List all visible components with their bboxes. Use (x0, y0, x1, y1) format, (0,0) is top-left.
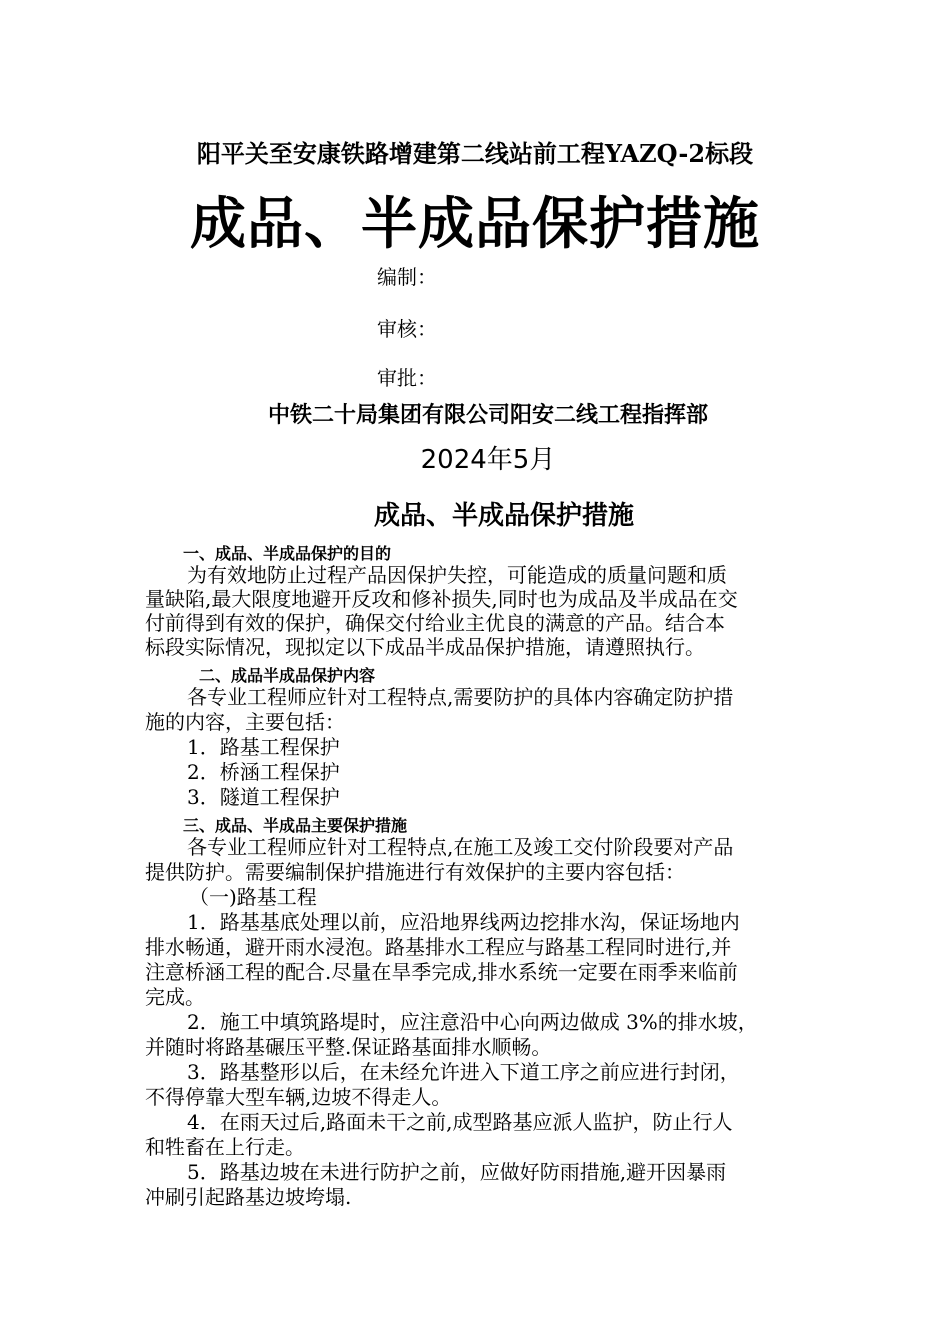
list-item: 1．路基工程保护 (187, 735, 340, 759)
body-title: 成品、半成品保护措施 (373, 501, 634, 531)
organization: 中铁二十局集团有限公司阳安二线工程指挥部 (267, 403, 708, 428)
paragraph-line: 1．路基基底处理以前，应沿地界线两边挖排水沟，保证场地内 (187, 910, 740, 934)
paragraph-line: 冲刷引起路基边坡垮塌. (145, 1185, 352, 1209)
paragraph-line: 3．路基整形以后，在未经允许进入下道工序之前应进行封闭， (187, 1060, 740, 1084)
paragraph-line: 4．在雨天过后,路面未干之前,成型路基应派人监护，防止行人 (187, 1110, 733, 1134)
reviewed-by-label: 审核： (377, 317, 437, 341)
subsection-heading: （一)路基工程 (189, 885, 317, 909)
paragraph-line: 付前得到有效的保护，确保交付给业主优良的满意的产品。结合本 (145, 611, 725, 635)
paragraph-line: 施的内容，主要包括： (145, 710, 345, 734)
paragraph-line: 量缺陷,最大限度地避开反攻和修补损失,同时也为成品及半成品在交 (145, 587, 738, 611)
section-heading: 三、成品、半成品主要保护措施 (183, 816, 408, 835)
paragraph-line: 完成。 (145, 985, 205, 1009)
cover-title: 成品、半成品保护措施 (190, 191, 760, 257)
paragraph-line: 各专业工程师应针对工程特点,在施工及竣工交付阶段要对产品 (187, 835, 734, 859)
cover-date: 2024年5月 (420, 445, 556, 475)
section-heading: 二、成品半成品保护内容 (199, 666, 376, 685)
paragraph-line: 提供防护。需要编制保护措施进行有效保护的主要内容包括： (145, 860, 685, 884)
compiled-by-label: 编制： (377, 265, 437, 289)
paragraph-line: 2．施工中填筑路堤时，应注意沿中心向两边做成 3%的排水坡， (187, 1010, 758, 1034)
list-item: 2．桥涵工程保护 (187, 760, 340, 784)
paragraph-line: 不得停靠大型车辆,边坡不得走人。 (145, 1085, 452, 1109)
paragraph-line: 各专业工程师应针对工程特点,需要防护的具体内容确定防护措 (187, 685, 734, 709)
project-name: 阳平关至安康铁路增建第二线站前工程YAZQ-2标段 (196, 139, 754, 168)
paragraph-line: 为有效地防止过程产品因保护失控，可能造成的质量问题和质 (187, 563, 727, 587)
paragraph-line: 标段实际情况，现拟定以下成品半成品保护措施，请遵照执行。 (145, 635, 705, 659)
paragraph-line: 5．路基边坡在未进行防护之前，应做好防雨措施,避开因暴雨 (187, 1160, 727, 1184)
list-item: 3．隧道工程保护 (187, 785, 340, 809)
paragraph-line: 排水畅通，避开雨水浸泡。路基排水工程应与路基工程同时进行,并 (145, 935, 732, 959)
paragraph-line: 和牲畜在上行走。 (145, 1135, 305, 1159)
section-heading: 一、成品、半成品保护的目的 (183, 544, 392, 563)
approved-by-label: 审批： (377, 366, 437, 390)
paragraph-line: 注意桥涵工程的配合.尽量在旱季完成,排水系统一定要在雨季来临前 (145, 960, 738, 984)
paragraph-line: 并随时将路基碾压平整.保证路基面排水顺畅。 (145, 1035, 552, 1059)
